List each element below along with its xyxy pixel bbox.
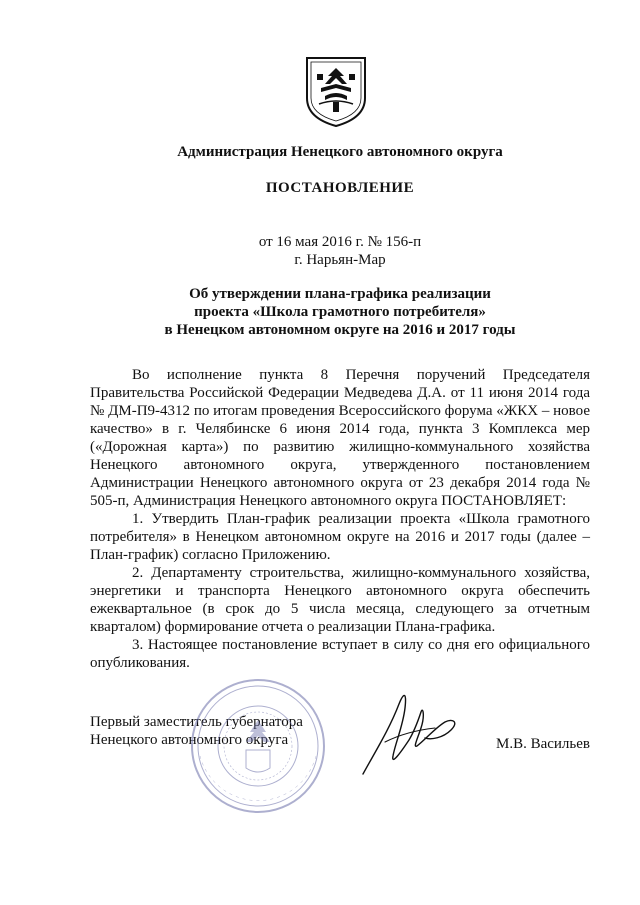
handwritten-signature-icon (355, 682, 465, 782)
document-date-number: от 16 мая 2016 г. № 156-п (258, 234, 422, 250)
title-line-1: Об утверждении плана-графика реализации (189, 286, 491, 302)
signatory-position-line-2: Ненецкого автономного округа (90, 732, 289, 748)
resolution-item-1: 1. Утвердить План-график реализации проекта «Школа грамотного потребителя» в Ненецком автономном округе на 2016 и 2017 годы (далее – План-график) согласно Приложению. (90, 511, 590, 563)
signature-block (90, 713, 590, 752)
title-line-2: проекта «Школа грамотного потребителя» (194, 304, 486, 320)
document-body (90, 366, 590, 672)
organization-name: Администрация Ненецкого автономного округа (177, 144, 503, 160)
resolution-item-2: 2. Департаменту строительства, жилищно-коммунального хозяйства, энергетики и транспорта Ненецкого автономного округа обеспечить ежеквартальное (в срок до 5 числа месяца, следующего за отчетным кварталом) формирование отчета о реализации Плана-графика. (90, 565, 590, 635)
nenets-coat-of-arms-icon (303, 54, 369, 128)
signatory-name: М.В. Васильев (495, 736, 590, 752)
resolution-item-3: 3. Настоящее постановление вступает в силу со дня его официального опубликования. (90, 637, 590, 671)
document-type: ПОСТАНОВЛЕНИЕ (265, 180, 415, 196)
signatory-position-line-1: Первый заместитель губернатора (90, 714, 303, 730)
preamble-paragraph: Во исполнение пункта 8 Перечня поручений Председателя Правительства Российской Федерации Медведева Д.А. от 11 июня 2014 года № ДМ-П9-4312 по итогам проведения Всероссийского форума «ЖКХ – новое качество» в г. Челябинске 6 июня 2014 года, пункта 3 Комплекса мер («Дорожная карта») по развитию жилищно-коммунального хозяйства Ненецкого автономного округа, утвержденного постановлением Администрации Ненецкого автономного округа от 23 декабря 2014 года № 505-п, Администрация Ненецкого автономного округа ПОСТАНОВЛЯЕТ: (90, 367, 590, 509)
official-seal-stamp-icon (188, 676, 328, 816)
document-place: г. Нарьян-Мар (294, 252, 386, 268)
title-line-3: в Ненецком автономном округе на 2016 и 2017 годы (164, 322, 516, 338)
document-title (90, 285, 590, 339)
